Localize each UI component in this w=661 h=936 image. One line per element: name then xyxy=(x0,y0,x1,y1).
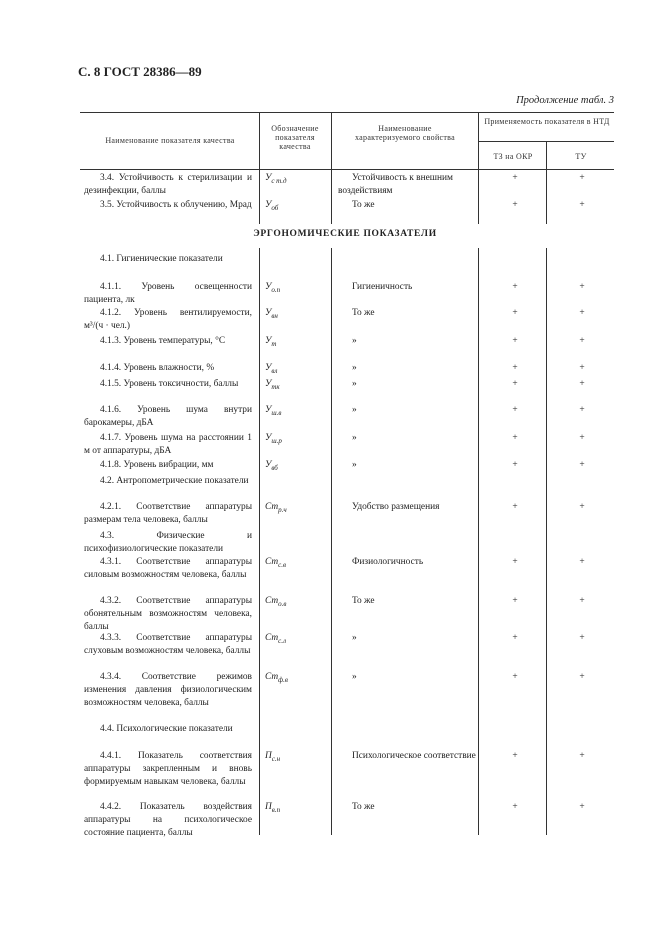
indicator-name: 3.4. Устойчивость к стерилизации и дезинфекции, баллы xyxy=(84,173,252,197)
symbol-subscript: с.л xyxy=(278,636,287,645)
symbol-letter: П xyxy=(265,751,272,761)
indicator-name: 4.4.2. Показатель воздействия аппаратуры на психологическое состояние пациента, баллы xyxy=(84,802,252,839)
applicability-tz: + xyxy=(512,282,518,292)
characteristic: То же xyxy=(352,802,375,812)
indicator-name: 3.5. Устойчивость к облучению, Мрад xyxy=(100,200,252,210)
symbol-letter: У xyxy=(265,173,272,183)
indicator-symbol xyxy=(265,199,325,215)
symbol-subscript: вл xyxy=(271,366,278,375)
applicability-tz: + xyxy=(512,596,518,606)
symbol-subscript: ф.в xyxy=(278,675,288,684)
applicability-tu: + xyxy=(579,282,585,292)
indicator-name: 4.1.4. Уровень влажности, % xyxy=(100,363,215,373)
col-head-tu: ТУ xyxy=(575,152,587,161)
indicator-symbol xyxy=(265,671,325,687)
applicability-tu: + xyxy=(579,751,585,761)
symbol-subscript: в.п xyxy=(271,805,281,814)
symbol-letter: У xyxy=(265,200,272,210)
characteristic: » xyxy=(352,379,357,389)
characteristic: » xyxy=(352,672,357,682)
symbol-letter: У xyxy=(265,363,272,373)
symbol-subscript: о.п xyxy=(271,285,281,294)
indicator-name: 4.1.2. Уровень вентилируемости, м³/(ч · чел.) xyxy=(84,308,252,332)
symbol-subscript: р.ч xyxy=(278,505,287,514)
applicability-tz: + xyxy=(512,460,518,470)
symbol-letter: У xyxy=(265,336,272,346)
symbol-subscript: ш.р xyxy=(271,436,282,445)
indicator-symbol xyxy=(265,750,325,766)
symbol-letter: У xyxy=(265,282,272,292)
applicability-tu: + xyxy=(579,173,585,183)
applicability-tz: + xyxy=(512,200,518,210)
applicability-tu: + xyxy=(579,672,585,682)
characteristic: То же xyxy=(352,200,375,210)
indicator-symbol xyxy=(265,595,325,611)
characteristic: » xyxy=(352,460,357,470)
characteristic: Психологическое соответствие xyxy=(352,751,476,761)
col-divider-4b xyxy=(546,248,547,835)
symbol-letter: У xyxy=(265,460,272,470)
indicator-symbol xyxy=(265,459,325,475)
symbol-subscript: с.в xyxy=(278,560,287,569)
col-head-tz: ТЗ на ОКР xyxy=(493,152,533,161)
symbol-subscript: с т.д xyxy=(271,176,287,185)
col-divider-3b xyxy=(478,248,479,835)
indicator-name: 4.1.1. Уровень освещенности пациента, лк xyxy=(84,282,252,306)
symbol-letter: У xyxy=(265,379,272,389)
characteristic: Устойчивость к внешним воздействиям xyxy=(338,173,453,197)
col-head-applicability: Применяемость показателя в НТД xyxy=(484,117,610,126)
applicability-tu: + xyxy=(579,379,585,389)
symbol-letter: У xyxy=(265,308,272,318)
characteristic: То же xyxy=(352,308,375,318)
indicator-name: 4.3.1. Соответствие аппаратуры силовым возможностям человека, баллы xyxy=(84,557,252,581)
applicability-tz: + xyxy=(512,672,518,682)
applicability-tu: + xyxy=(579,460,585,470)
characteristic: » xyxy=(352,336,357,346)
indicator-symbol xyxy=(265,432,325,448)
applicability-tu: + xyxy=(579,308,585,318)
applicability-tu: + xyxy=(579,200,585,210)
characteristic: » xyxy=(352,363,357,373)
col-divider-1b xyxy=(259,248,260,835)
indicator-name: 4.1.5. Уровень токсичности, баллы xyxy=(100,379,239,389)
symbol-letter: Ст xyxy=(265,502,279,512)
applicability-tz: + xyxy=(512,751,518,761)
applicability-tu: + xyxy=(579,363,585,373)
col-divider-2b xyxy=(331,248,332,835)
indicator-name: 4.1.6. Уровень шума внутри барокамеры, дБА xyxy=(84,405,252,429)
symbol-letter: Ст xyxy=(265,557,279,567)
symbol-subscript: ш.в xyxy=(271,408,282,417)
indicator-symbol xyxy=(265,281,325,297)
applicability-tz: + xyxy=(512,433,518,443)
symbol-subscript: т xyxy=(271,339,277,348)
table-continuation-label: Продолжение табл. 3 xyxy=(516,95,614,106)
indicator-name: 4.2. Антропометрические показатели xyxy=(100,476,249,486)
page-header: С. 8 ГОСТ 28386—89 xyxy=(78,64,202,79)
applicability-tz: + xyxy=(512,405,518,415)
indicator-symbol xyxy=(265,404,325,420)
col-divider-1 xyxy=(259,112,260,224)
applicability-tz: + xyxy=(512,379,518,389)
applicability-tz: + xyxy=(512,557,518,567)
indicator-symbol xyxy=(265,632,325,648)
col-head-name: Наименование показателя качества xyxy=(105,136,235,145)
characteristic: » xyxy=(352,405,357,415)
indicator-name: 4.1.7. Уровень шума на расстоянии 1 м от аппаратуры, дБА xyxy=(84,433,252,457)
characteristic: То же xyxy=(352,596,375,606)
symbol-letter: У xyxy=(265,433,272,443)
applicability-tu: + xyxy=(579,405,585,415)
symbol-subscript: вн xyxy=(271,311,278,320)
symbol-letter: Ст xyxy=(265,672,279,682)
symbol-subscript: с.н xyxy=(271,754,281,763)
indicator-symbol xyxy=(265,307,325,323)
indicator-name: 4.4. Психологические показатели xyxy=(100,724,233,734)
col-divider-4 xyxy=(546,141,547,224)
indicator-name: 4.1. Гигиенические показатели xyxy=(100,254,223,264)
indicator-symbol xyxy=(265,801,325,817)
applicability-tu: + xyxy=(579,633,585,643)
symbol-letter: У xyxy=(265,405,272,415)
characteristic: » xyxy=(352,633,357,643)
symbol-letter: П xyxy=(265,802,272,812)
col-head-characteristic: Наименование характеризуемого свойства xyxy=(354,124,455,142)
applicability-tu: + xyxy=(579,802,585,812)
applicability-tz: + xyxy=(512,633,518,643)
indicator-name: 4.1.3. Уровень температуры, °С xyxy=(100,336,226,346)
symbol-subscript: о.в xyxy=(278,599,287,608)
applicability-tz: + xyxy=(512,336,518,346)
indicator-symbol xyxy=(265,362,325,378)
applicability-tz: + xyxy=(512,502,518,512)
section-title: ЭРГОНОМИЧЕСКИЕ ПОКАЗАТЕЛИ xyxy=(253,229,437,239)
indicator-name: 4.3.2. Соответствие аппаратуры обонятельным возможностям человека, баллы xyxy=(84,596,252,633)
symbol-subscript: вб xyxy=(271,463,278,472)
col-divider-2 xyxy=(331,112,332,224)
applicability-tz: + xyxy=(512,173,518,183)
table-head-rule xyxy=(80,169,614,170)
indicator-symbol xyxy=(265,172,325,188)
applicability-tz: + xyxy=(512,802,518,812)
col-head-symbol: Обозначение показателя качества xyxy=(271,124,319,151)
applicability-tu: + xyxy=(579,336,585,346)
applicability-tu: + xyxy=(579,557,585,567)
indicator-symbol xyxy=(265,556,325,572)
indicator-name: 4.3. Физические и психофизиологические показатели xyxy=(84,531,252,555)
symbol-subscript: об xyxy=(271,203,279,212)
indicator-symbol xyxy=(265,501,325,517)
indicator-symbol xyxy=(265,335,325,351)
symbol-letter: Ст xyxy=(265,633,279,643)
applicability-tz: + xyxy=(512,363,518,373)
indicator-name: 4.1.8. Уровень вибрации, мм xyxy=(100,460,214,470)
table-top-rule xyxy=(80,112,614,113)
applicability-tu: + xyxy=(579,596,585,606)
indicator-name: 4.3.4. Соответствие режимов изменения давления физиологическим возможностям человека, баллы xyxy=(84,672,252,709)
applicability-tz: + xyxy=(512,308,518,318)
symbol-letter: Ст xyxy=(265,596,279,606)
applicability-tu: + xyxy=(579,433,585,443)
characteristic: Удобство размещения xyxy=(352,502,440,512)
col-divider-3 xyxy=(478,112,479,224)
applicability-tu: + xyxy=(579,502,585,512)
characteristic: Физиологичность xyxy=(352,557,424,567)
symbol-subscript: тк xyxy=(271,382,280,391)
indicator-name: 4.2.1. Соответствие аппаратуры размерам тела человека, баллы xyxy=(84,502,252,526)
characteristic: » xyxy=(352,433,357,443)
characteristic: Гигиеничность xyxy=(352,282,413,292)
indicator-name: 4.3.3. Соответствие аппаратуры слуховым возможностям человека, баллы xyxy=(84,633,252,657)
indicator-symbol xyxy=(265,378,325,394)
indicator-name: 4.4.1. Показатель соответствия аппаратуры закрепленным и вновь формируемым навыкам человека, баллы xyxy=(84,751,252,788)
